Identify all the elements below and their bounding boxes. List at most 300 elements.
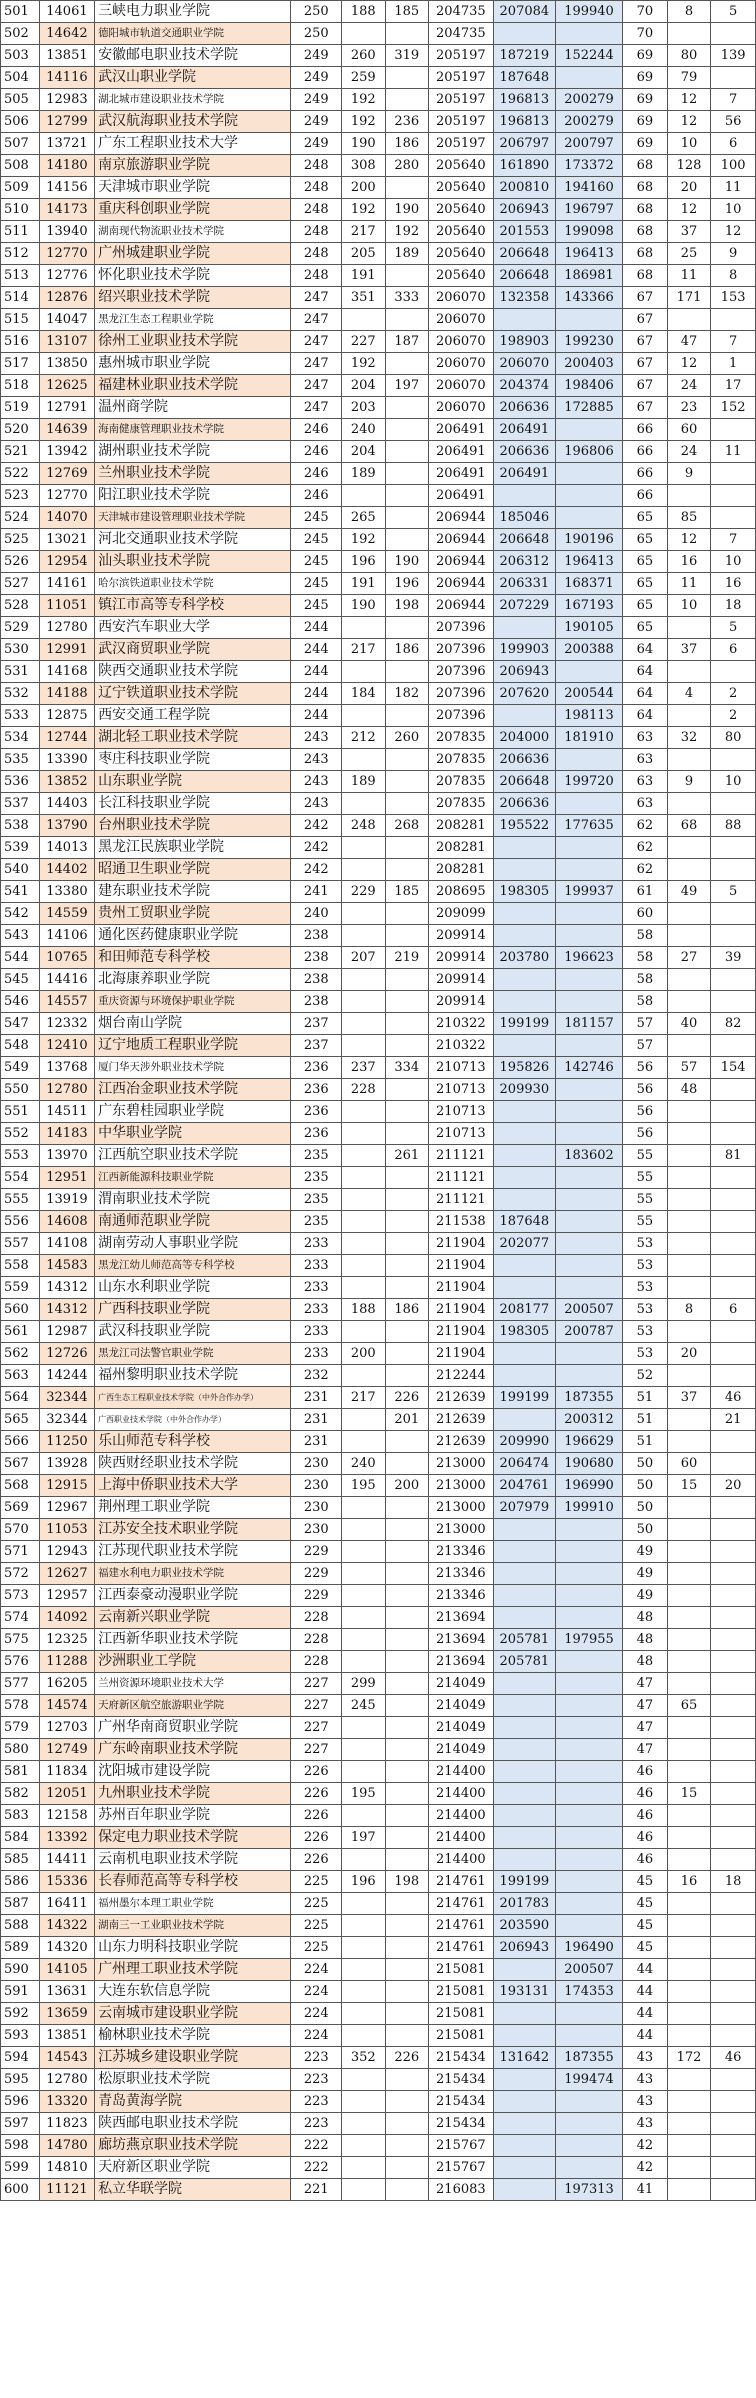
cell-院校名称: 渭南职业技术学院 [95,1189,291,1211]
cell-平均分: 197 [385,375,429,397]
cell-平均分: 260 [385,727,429,749]
cell-录取 [667,2003,711,2025]
cell-计划: 45 [623,1937,668,1959]
cell-计划: 43 [623,2047,668,2069]
cell-最高分 [342,969,386,991]
cell-院校名称: 江苏城乡建设职业学院 [95,2047,291,2069]
cell-录取: 40 [667,1013,711,1035]
cell-平均位次: 199937 [556,881,623,903]
cell-院校名称: 烟台南山学院 [95,1013,291,1035]
cell-代码: 11823 [39,2113,94,2135]
cell-最低位次: 211121 [429,1145,494,1167]
cell-序号: 553 [1,1145,40,1167]
cell-代码: 12983 [39,89,94,111]
cell-录取 [667,1233,711,1255]
cell-代码: 14108 [39,1233,94,1255]
cell-院校名称: 广州理工职业技术学院 [95,1959,291,1981]
cell-计划: 56 [623,1101,668,1123]
cell-平均位次: 197313 [556,2179,623,2201]
table-row [1,1013,756,1035]
cell-录取: 25 [667,243,711,265]
cell-计划: 55 [623,1167,668,1189]
cell-院校名称: 河北交通职业技术学院 [95,529,291,551]
cell-最高分: 217 [342,221,386,243]
cell-最低分: 223 [291,2091,342,2113]
cell-计划: 50 [623,1453,668,1475]
cell-最低分: 247 [291,375,342,397]
cell-差额: 82 [711,1013,756,1035]
cell-平均分 [385,1607,429,1629]
cell-差额: 81 [711,1145,756,1167]
cell-录取: 37 [667,639,711,661]
cell-平均分 [385,925,429,947]
table-row [1,1541,756,1563]
cell-代码: 14188 [39,683,94,705]
cell-最低位次: 207835 [429,771,494,793]
cell-最低位次: 206070 [429,331,494,353]
cell-代码: 13659 [39,2003,94,2025]
cell-院校名称: 南通师范职业学院 [95,1211,291,1233]
cell-差额 [711,2025,756,2047]
cell-差额: 18 [711,1871,756,1893]
cell-差额 [711,1497,756,1519]
cell-代码: 12951 [39,1167,94,1189]
cell-代码: 13919 [39,1189,94,1211]
cell-代码: 14105 [39,1959,94,1981]
cell-院校名称: 天津城市建设管理职业技术学院 [95,507,291,529]
cell-计划: 65 [623,595,668,617]
cell-序号: 511 [1,221,40,243]
cell-最低位次: 213000 [429,1497,494,1519]
cell-最高分 [342,1189,386,1211]
cell-计划: 43 [623,2069,668,2091]
cell-最高位次: 131642 [493,2047,555,2069]
cell-代码: 14543 [39,2047,94,2069]
table-row [1,2157,756,2179]
table-row [1,1431,756,1453]
cell-差额 [711,1079,756,1101]
cell-代码: 14168 [39,661,94,683]
cell-录取: 4 [667,683,711,705]
cell-最低位次: 204735 [429,1,494,23]
cell-最高分 [342,1101,386,1123]
cell-平均位次 [556,1673,623,1695]
cell-计划: 65 [623,617,668,639]
cell-计划: 65 [623,573,668,595]
cell-最高分 [342,1167,386,1189]
cell-录取 [667,705,711,727]
cell-最高分 [342,1145,386,1167]
cell-平均分 [385,1629,429,1651]
cell-平均分 [385,771,429,793]
cell-录取 [667,1915,711,1937]
cell-序号: 576 [1,1651,40,1673]
cell-序号: 599 [1,2157,40,2179]
cell-计划: 48 [623,1607,668,1629]
cell-计划: 70 [623,1,668,23]
cell-序号: 596 [1,2091,40,2113]
cell-录取 [667,991,711,1013]
cell-最高分 [342,2135,386,2157]
table-row [1,353,756,375]
cell-最高位次 [493,1695,555,1717]
cell-院校名称: 江西新能源科技职业学院 [95,1167,291,1189]
cell-代码: 14156 [39,177,94,199]
cell-平均分 [385,1101,429,1123]
cell-最低位次: 213694 [429,1629,494,1651]
cell-院校名称: 江苏现代职业技术学院 [95,1541,291,1563]
cell-代码: 14312 [39,1277,94,1299]
cell-最高分: 189 [342,771,386,793]
table-row [1,1761,756,1783]
table-row [1,89,756,111]
cell-最低位次: 214049 [429,1717,494,1739]
cell-代码: 12875 [39,705,94,727]
cell-平均位次 [556,2157,623,2179]
cell-差额: 153 [711,287,756,309]
cell-录取: 10 [667,595,711,617]
cell-最低位次: 206070 [429,375,494,397]
cell-平均位次: 199230 [556,331,623,353]
cell-差额: 80 [711,727,756,749]
cell-院校名称: 江西航空职业技术学院 [95,1145,291,1167]
cell-最高位次: 198903 [493,331,555,353]
cell-差额 [711,903,756,925]
cell-计划: 43 [623,2113,668,2135]
cell-录取 [667,1541,711,1563]
cell-院校名称: 广西生态工程职业技术学院（中外合作办学） [95,1387,291,1409]
cell-平均位次 [556,1607,623,1629]
cell-最低位次: 207835 [429,727,494,749]
cell-序号: 547 [1,1013,40,1035]
cell-最高位次: 206797 [493,133,555,155]
cell-平均位次: 199098 [556,221,623,243]
cell-最低分: 224 [291,2025,342,2047]
cell-平均分 [385,1915,429,1937]
cell-最高分 [342,1563,386,1585]
cell-最高位次: 206636 [493,749,555,771]
cell-最低分: 223 [291,2113,342,2135]
cell-差额 [711,1233,756,1255]
cell-最高分 [342,1651,386,1673]
cell-序号: 548 [1,1035,40,1057]
cell-平均分 [385,2091,429,2113]
cell-序号: 524 [1,507,40,529]
cell-平均位次: 200507 [556,1299,623,1321]
cell-代码: 12915 [39,1475,94,1497]
cell-最低位次: 214400 [429,1761,494,1783]
table-row [1,133,756,155]
cell-录取 [667,2157,711,2179]
cell-代码: 14402 [39,859,94,881]
cell-差额: 18 [711,595,756,617]
cell-差额: 1 [711,353,756,375]
cell-最低分: 229 [291,1585,342,1607]
cell-计划: 64 [623,661,668,683]
cell-序号: 539 [1,837,40,859]
cell-差额 [711,309,756,331]
cell-最低分: 233 [291,1299,342,1321]
cell-最高分: 217 [342,1387,386,1409]
cell-代码: 13631 [39,1981,94,2003]
cell-院校名称: 台州职业技术学院 [95,815,291,837]
cell-序号: 560 [1,1299,40,1321]
cell-最低分: 248 [291,199,342,221]
cell-录取 [667,925,711,947]
cell-最高分: 197 [342,1827,386,1849]
cell-平均位次: 196629 [556,1431,623,1453]
cell-代码: 13851 [39,45,94,67]
cell-序号: 597 [1,2113,40,2135]
cell-序号: 590 [1,1959,40,1981]
cell-院校名称: 枣庄科技职业学院 [95,749,291,771]
cell-平均位次: 200787 [556,1321,623,1343]
cell-差额 [711,793,756,815]
cell-最低位次: 215081 [429,2003,494,2025]
cell-平均分 [385,2135,429,2157]
cell-序号: 510 [1,199,40,221]
cell-最低位次: 211121 [429,1189,494,1211]
cell-代码: 11834 [39,1761,94,1783]
cell-序号: 501 [1,1,40,23]
table-row [1,1695,756,1717]
cell-计划: 57 [623,1013,668,1035]
cell-计划: 49 [623,1541,668,1563]
cell-代码: 14559 [39,903,94,925]
table-row [1,441,756,463]
cell-差额: 56 [711,111,756,133]
cell-最低位次: 212244 [429,1365,494,1387]
cell-平均位次 [556,1585,623,1607]
cell-最低分: 226 [291,1827,342,1849]
cell-序号: 589 [1,1937,40,1959]
cell-院校名称: 福州墨尔本理工职业学院 [95,1893,291,1915]
cell-最低位次: 207835 [429,793,494,815]
cell-计划: 45 [623,1915,668,1937]
table-row [1,859,756,881]
cell-序号: 517 [1,353,40,375]
cell-差额: 46 [711,2047,756,2069]
table-row [1,1035,756,1057]
table-row [1,2179,756,2201]
cell-最高分: 207 [342,947,386,969]
cell-计划: 63 [623,771,668,793]
cell-最高位次: 206474 [493,1453,555,1475]
cell-最高分: 195 [342,1783,386,1805]
cell-平均分 [385,969,429,991]
cell-平均位次 [556,661,623,683]
table-row [1,1651,756,1673]
cell-平均分 [385,485,429,507]
cell-平均位次 [556,419,623,441]
cell-最低位次: 206070 [429,287,494,309]
table-row [1,1453,756,1475]
cell-最高位次: 200810 [493,177,555,199]
cell-录取 [667,1651,711,1673]
cell-录取: 12 [667,529,711,551]
cell-录取 [667,1607,711,1629]
cell-代码: 14320 [39,1937,94,1959]
cell-最高位次 [493,309,555,331]
cell-序号: 523 [1,485,40,507]
cell-院校名称: 黑龙江民族职业学院 [95,837,291,859]
cell-序号: 571 [1,1541,40,1563]
cell-计划: 67 [623,353,668,375]
cell-最高分: 248 [342,815,386,837]
cell-最高位次 [493,1607,555,1629]
cell-差额 [711,1651,756,1673]
cell-最低分: 233 [291,1277,342,1299]
cell-代码: 12703 [39,1717,94,1739]
cell-院校名称: 保定电力职业技术学院 [95,1827,291,1849]
cell-差额 [711,1321,756,1343]
cell-最低位次: 205640 [429,199,494,221]
cell-院校名称: 镇江市高等专科学校 [95,595,291,617]
cell-录取 [667,1189,711,1211]
cell-最低分: 231 [291,1431,342,1453]
cell-院校名称: 贵州工贸职业学院 [95,903,291,925]
cell-最低位次: 206070 [429,397,494,419]
cell-院校名称: 福州黎明职业技术学院 [95,1365,291,1387]
cell-差额 [711,1827,756,1849]
cell-计划: 44 [623,2003,668,2025]
cell-代码: 32344 [39,1387,94,1409]
cell-最低位次: 211904 [429,1343,494,1365]
cell-计划: 56 [623,1123,668,1145]
cell-最低分: 236 [291,1123,342,1145]
cell-最低分: 243 [291,749,342,771]
cell-最低位次: 215081 [429,1981,494,2003]
cell-序号: 564 [1,1387,40,1409]
cell-最高分: 192 [342,199,386,221]
table-row [1,1057,756,1079]
cell-平均位次 [556,507,623,529]
cell-代码: 12627 [39,1563,94,1585]
cell-最高分: 212 [342,727,386,749]
cell-录取 [667,903,711,925]
cell-最低位次: 213346 [429,1541,494,1563]
cell-最高位次 [493,991,555,1013]
cell-平均位次 [556,859,623,881]
cell-院校名称: 昭通卫生职业学院 [95,859,291,881]
cell-录取 [667,749,711,771]
cell-平均分 [385,67,429,89]
cell-平均分 [385,1277,429,1299]
table-row [1,1233,756,1255]
cell-序号: 598 [1,2135,40,2157]
cell-录取: 49 [667,881,711,903]
cell-录取 [667,1981,711,2003]
cell-平均位次 [556,969,623,991]
cell-计划: 67 [623,397,668,419]
cell-最低位次: 205197 [429,45,494,67]
cell-最低位次: 215434 [429,2069,494,2091]
cell-平均位次: 200507 [556,1959,623,1981]
cell-差额 [711,1431,756,1453]
cell-录取 [667,1629,711,1651]
cell-最低分: 244 [291,661,342,683]
cell-计划: 51 [623,1409,668,1431]
cell-计划: 68 [623,177,668,199]
cell-差额: 6 [711,1299,756,1321]
cell-录取: 32 [667,727,711,749]
cell-序号: 540 [1,859,40,881]
cell-计划: 47 [623,1695,668,1717]
cell-平均位次 [556,1343,623,1365]
cell-代码: 12332 [39,1013,94,1035]
cell-差额 [711,1739,756,1761]
table-row [1,2025,756,2047]
cell-院校名称: 湖北轻工职业技术学院 [95,727,291,749]
cell-院校名称: 重庆资源与环境保护职业学院 [95,991,291,1013]
cell-最低分: 250 [291,23,342,45]
cell-序号: 556 [1,1211,40,1233]
cell-平均分: 201 [385,1409,429,1431]
cell-院校名称: 松原职业技术学院 [95,2069,291,2091]
cell-最高分: 191 [342,265,386,287]
cell-录取: 12 [667,111,711,133]
cell-最高位次: 187648 [493,67,555,89]
cell-计划: 68 [623,265,668,287]
cell-院校名称: 长江科技职业学院 [95,793,291,815]
cell-最低分: 248 [291,265,342,287]
table-row [1,1827,756,1849]
cell-最高位次 [493,1959,555,1981]
cell-最高分 [342,1717,386,1739]
cell-最高分: 245 [342,1695,386,1717]
cell-最高位次 [493,1101,555,1123]
cell-差额 [711,1585,756,1607]
cell-最高分: 299 [342,1673,386,1695]
cell-最低分: 231 [291,1387,342,1409]
cell-代码: 12744 [39,727,94,749]
cell-最低分: 244 [291,617,342,639]
cell-代码: 14403 [39,793,94,815]
cell-录取: 11 [667,573,711,595]
cell-录取 [667,1101,711,1123]
cell-最低位次: 206491 [429,419,494,441]
cell-最低分: 232 [291,1365,342,1387]
cell-差额: 16 [711,573,756,595]
cell-计划: 47 [623,1739,668,1761]
cell-差额 [711,1761,756,1783]
cell-计划: 42 [623,2157,668,2179]
cell-代码: 13928 [39,1453,94,1475]
cell-序号: 542 [1,903,40,925]
cell-最低分: 248 [291,177,342,199]
table-row [1,2113,756,2135]
cell-平均分 [385,1585,429,1607]
cell-最低位次: 210322 [429,1035,494,1057]
cell-最高分: 240 [342,1453,386,1475]
cell-平均分: 186 [385,1299,429,1321]
cell-平均分 [385,1541,429,1563]
table-row [1,1849,756,1871]
cell-平均位次: 196490 [556,1937,623,1959]
cell-平均分 [385,463,429,485]
cell-最低位次: 210713 [429,1057,494,1079]
cell-最低位次: 209914 [429,925,494,947]
cell-代码: 14173 [39,199,94,221]
table-row [1,1519,756,1541]
cell-最低位次: 214761 [429,1871,494,1893]
cell-院校名称: 安徽邮电职业技术学院 [95,45,291,67]
cell-院校名称: 阳江职业技术学院 [95,485,291,507]
cell-最高分 [342,1321,386,1343]
cell-录取: 8 [667,1,711,23]
cell-最低位次: 213346 [429,1585,494,1607]
cell-录取: 20 [667,177,711,199]
